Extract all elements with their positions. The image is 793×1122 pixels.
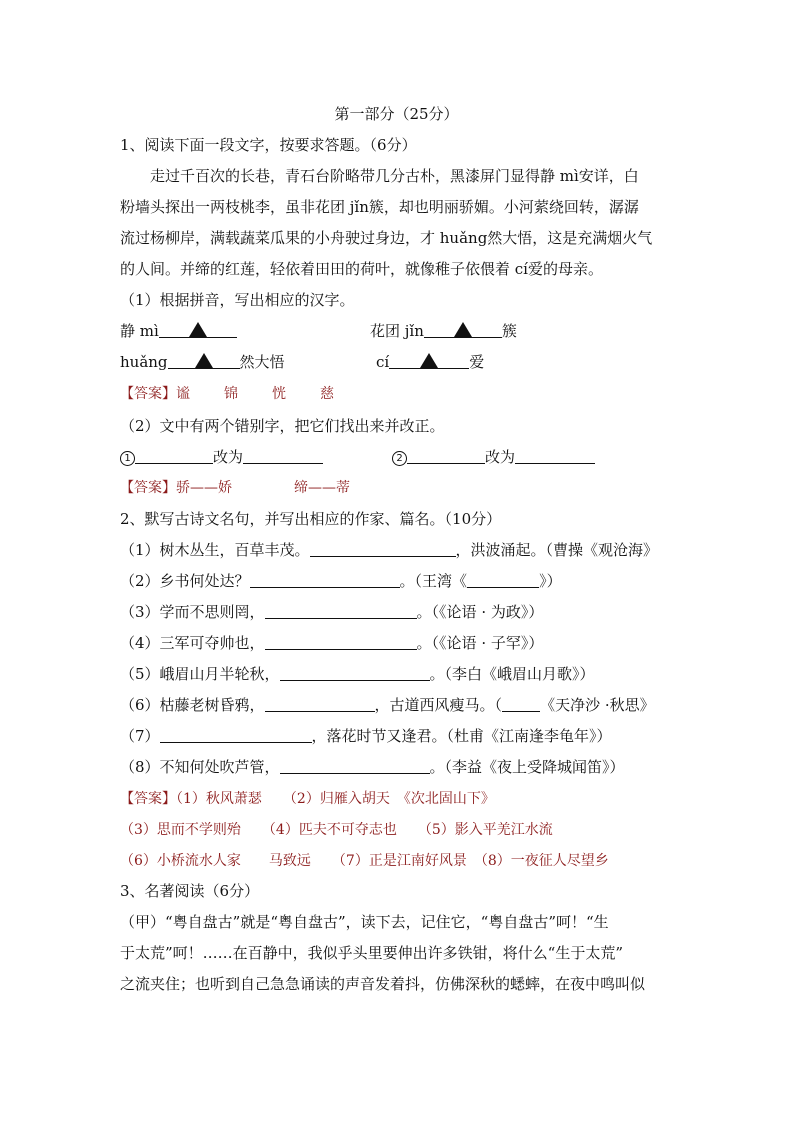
pinyin-prefix: cí	[376, 353, 390, 371]
answer-blank[interactable]	[160, 726, 312, 743]
item-text: （2）乡书何处达？	[120, 572, 250, 590]
q1-sub2: （2）文中有两个错别字，把它们找出来并改正。	[120, 417, 445, 435]
answer-blank[interactable]	[135, 447, 213, 464]
answer-char: 锦	[224, 386, 238, 402]
q1-answer-2	[120, 478, 350, 498]
q2-answer-line: （3）思而不学则殆 （4）匹夫不可夺志也 （5）影入平羌江水流	[120, 822, 553, 838]
item-text: 。（《论语 · 为政》）	[416, 603, 544, 621]
triangle-icon	[454, 322, 472, 337]
answer-blank[interactable]	[424, 321, 502, 338]
answer-blank[interactable]	[265, 633, 417, 650]
q2-item	[120, 695, 655, 715]
pinyin-suffix: 然大悟	[239, 353, 285, 371]
circled-number: 2	[392, 451, 407, 466]
item-text: （1）树木丛生，百草丰茂。	[120, 541, 310, 559]
pinyin-row-2b	[376, 352, 484, 372]
answer-blank[interactable]	[502, 695, 540, 712]
answer-label: 【答案】	[120, 791, 176, 807]
q3-heading: 3、名著阅读（6分）	[120, 882, 260, 900]
answer-blank[interactable]	[250, 571, 400, 588]
item-text: 《天净沙 ·秋思》	[540, 696, 655, 714]
item-text: 。（李白《峨眉山月歌》）	[429, 665, 595, 683]
answer-blank[interactable]	[467, 571, 539, 588]
pinyin-row-1b	[370, 321, 517, 341]
q1-passage-line: 粉墙头探出一两枝桃李，虽非花团 jǐn簇，却也明丽骄媚。小河萦绕回转，潺潺	[120, 198, 639, 216]
q1-heading: 1、阅读下面一段文字，按要求答题。（6分）	[120, 136, 417, 154]
q1-passage-line: 流过杨柳岸，满载蔬菜瓜果的小舟驶过身边，才 huǎng然大悟，这是充满烟火气	[120, 229, 653, 247]
item-text: 。（王湾《	[399, 572, 468, 590]
q3-passage-line: 之流夹住；也听到自己急急诵读的声音发着抖，仿佛深秋的蟋蟀，在夜中鸣叫似	[120, 975, 646, 993]
pinyin-suffix: 爱	[469, 353, 485, 371]
correction-row-b	[392, 447, 595, 467]
q3-passage-line: 于太荒”呵！……在百静中，我似乎头里要伸出许多铁钳，将什么“生于太荒”	[120, 944, 624, 962]
change-to-label: 改为	[213, 448, 244, 466]
answer-blank[interactable]	[515, 447, 595, 464]
answer-text: 骄——娇	[176, 480, 232, 496]
q1-passage-line: 的人间。并缔的红莲，轻依着田田的荷叶，就像稚子依偎着 cí爱的母亲。	[120, 260, 603, 278]
triangle-icon	[195, 353, 213, 368]
item-text: （6）枯藤老树昏鸦，	[120, 696, 265, 714]
triangle-icon	[189, 322, 207, 337]
q2-item	[120, 633, 543, 653]
answer-blank[interactable]	[265, 695, 375, 712]
q2-item	[120, 726, 612, 746]
answer-blank[interactable]	[159, 321, 237, 338]
answer-blank[interactable]	[243, 447, 323, 464]
pinyin-prefix: 静 mì	[120, 322, 159, 340]
answer-blank[interactable]	[280, 757, 430, 774]
pinyin-suffix: 簇	[501, 322, 517, 340]
correction-row	[120, 447, 323, 467]
answer-blank[interactable]	[265, 602, 417, 619]
q2-item	[120, 757, 625, 777]
triangle-icon	[420, 353, 438, 368]
pinyin-row-1	[120, 321, 237, 341]
q2-answer-line	[120, 789, 495, 809]
item-text: 》）	[539, 572, 562, 590]
q1-passage-line: 走过千百次的长巷，青石台阶略带几分古朴，黑漆屏门显得静 mì安详，白	[150, 167, 639, 185]
item-text: （8）不知何处吹芦管，	[120, 758, 280, 776]
item-text: （7）	[120, 727, 160, 745]
answer-text: 缔——蒂	[294, 480, 350, 496]
q2-item	[120, 540, 658, 560]
q2-item	[120, 571, 562, 591]
q2-answer-line: （6）小桥流水人家 马致远 （7）正是江南好风景 （8）一夜征人尽望乡	[120, 853, 609, 869]
pinyin-row-2	[120, 352, 285, 372]
item-text: （3）学而不思则罔，	[120, 603, 265, 621]
q2-item	[120, 664, 595, 684]
change-to-label: 改为	[485, 448, 516, 466]
answer-label: 【答案】	[120, 386, 176, 402]
answer-text: （1）秋风萧瑟 （2）归雁入胡天 《次北固山下》	[176, 791, 495, 807]
item-text: 。（《论语 · 子罕》）	[416, 634, 544, 652]
q2-item	[120, 602, 543, 622]
item-text: ，古道西风瘦马。（	[374, 696, 503, 714]
answer-blank[interactable]	[168, 352, 240, 369]
circled-number: 1	[120, 451, 135, 466]
item-text: （5）峨眉山月半轮秋，	[120, 665, 280, 683]
answer-blank[interactable]	[310, 540, 456, 557]
item-text: 。（李益《夜上受降城闻笛》）	[429, 758, 625, 776]
answer-blank[interactable]	[389, 352, 469, 369]
answer-char: 恍	[272, 386, 286, 402]
item-text: （4）三军可夺帅也，	[120, 634, 265, 652]
answer-char: 谧	[176, 386, 190, 402]
item-text: ，洪波涌起。（曹操《观沧海》	[455, 541, 659, 559]
pinyin-prefix: huǎng	[120, 353, 168, 371]
answer-blank[interactable]	[407, 447, 485, 464]
item-text: ，落花时节又逢君。（杜甫《江南逢李龟年》）	[311, 727, 612, 745]
answer-char: 慈	[320, 386, 334, 402]
answer-blank[interactable]	[280, 664, 430, 681]
q3-passage-line: （甲）“粤自盘古”就是“粤自盘古”，读下去，记住它，“粤自盘古”呵！“生	[120, 913, 609, 931]
q2-heading: 2、默写古诗文名句，并写出相应的作家、篇名。（10分）	[120, 510, 502, 528]
q1-sub1: （1）根据拼音，写出相应的汉字。	[120, 291, 355, 309]
pinyin-prefix: 花团 jǐn	[370, 322, 424, 340]
q1-answer-1	[120, 384, 334, 404]
answer-label: 【答案】	[120, 480, 176, 496]
section-title: 第一部分（25分）	[334, 105, 459, 123]
